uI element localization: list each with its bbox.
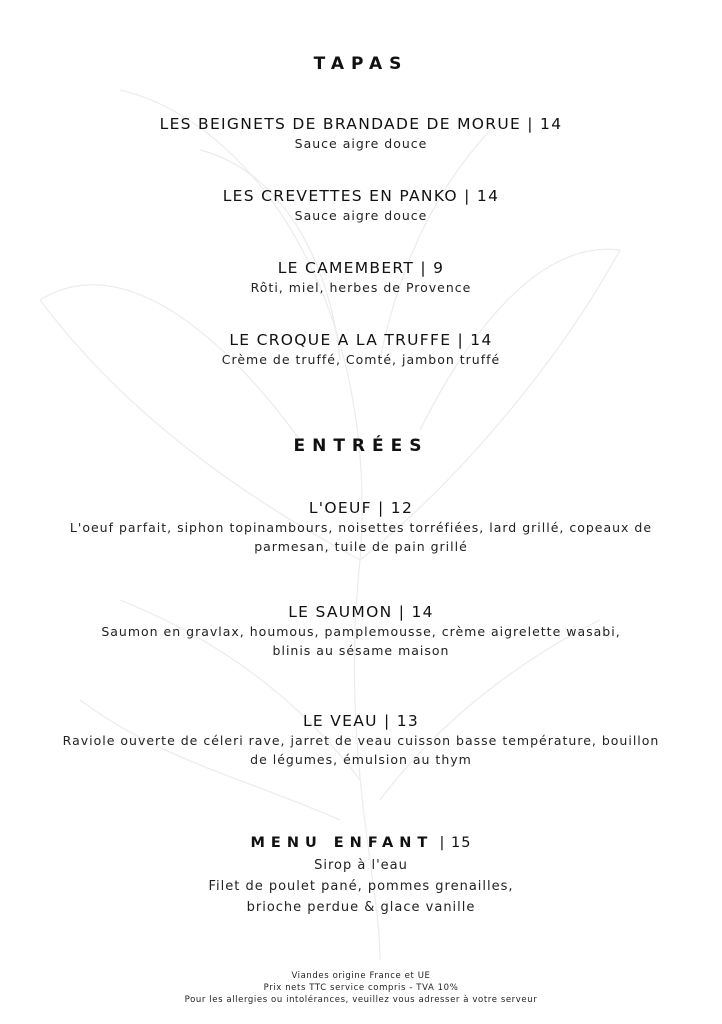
item-description-line: Saumon en gravlax, houmous, pamplemousse, crème aigrelette wasabi,	[101, 624, 621, 639]
item-description-line: L'oeuf parfait, siphon topinambours, noisettes torréfiées, lard grillé, copeaux de	[69, 520, 653, 535]
item-description: Crème de truffé, Comté, jambon truffé	[221, 352, 501, 367]
item-description-line: parmesan, tuile de pain grillé	[254, 539, 468, 554]
kids-menu-title: MENU ENFANT	[250, 835, 434, 851]
item-description-line: Raviole ouverte de céleri rave, jarret de veau cuisson basse température, bouillon	[62, 733, 660, 748]
item-description-line: blinis au sésame maison	[272, 643, 450, 658]
menu-item	[20, 330, 702, 369]
item-description: Rôti, miel, herbes de Provence	[250, 280, 472, 295]
item-description: Sauce aigre douce	[294, 208, 428, 223]
kids-menu-heading	[20, 832, 702, 853]
footer-notes	[0, 970, 722, 1006]
kids-menu-line: Sirop à l'eau	[314, 858, 408, 873]
kids-menu	[20, 832, 702, 918]
section-title-tapas: TAPAS	[313, 54, 409, 74]
kids-menu-price: | 15	[439, 835, 472, 851]
menu-item	[20, 258, 702, 297]
kids-menu-line: Filet de poulet pané, pommes grenailles,	[208, 879, 514, 894]
menu-item	[20, 186, 702, 225]
item-name: LES BEIGNETS DE BRANDADE DE MORUE | 14	[159, 115, 563, 133]
item-name: LE VEAU | 13	[302, 712, 420, 730]
menu-item	[20, 114, 702, 153]
item-name: LE SAUMON | 14	[288, 603, 434, 621]
section-title-entrees: ENTRÉES	[293, 436, 429, 456]
item-name: L'OEUF | 12	[308, 499, 414, 517]
item-description-line: de légumes, émulsion au thym	[250, 752, 472, 767]
item-name: LE CROQUE A LA TRUFFE | 14	[229, 331, 493, 349]
menu-item	[20, 498, 702, 556]
footer-line: Prix nets TTC service compris - TVA 10%	[263, 983, 459, 993]
item-name: LE CAMEMBERT | 9	[277, 259, 445, 277]
menu-item	[20, 602, 702, 660]
footer-line: Pour les allergies ou intolérances, veuillez vous adresser à votre serveur	[184, 995, 538, 1005]
item-description: Sauce aigre douce	[294, 136, 428, 151]
footer-line: Viandes origine France et UE	[291, 971, 431, 981]
menu-item	[20, 711, 702, 769]
kids-menu-line: brioche perdue & glace vanille	[246, 900, 476, 915]
item-name: LES CREVETTES EN PANKO | 14	[222, 187, 500, 205]
